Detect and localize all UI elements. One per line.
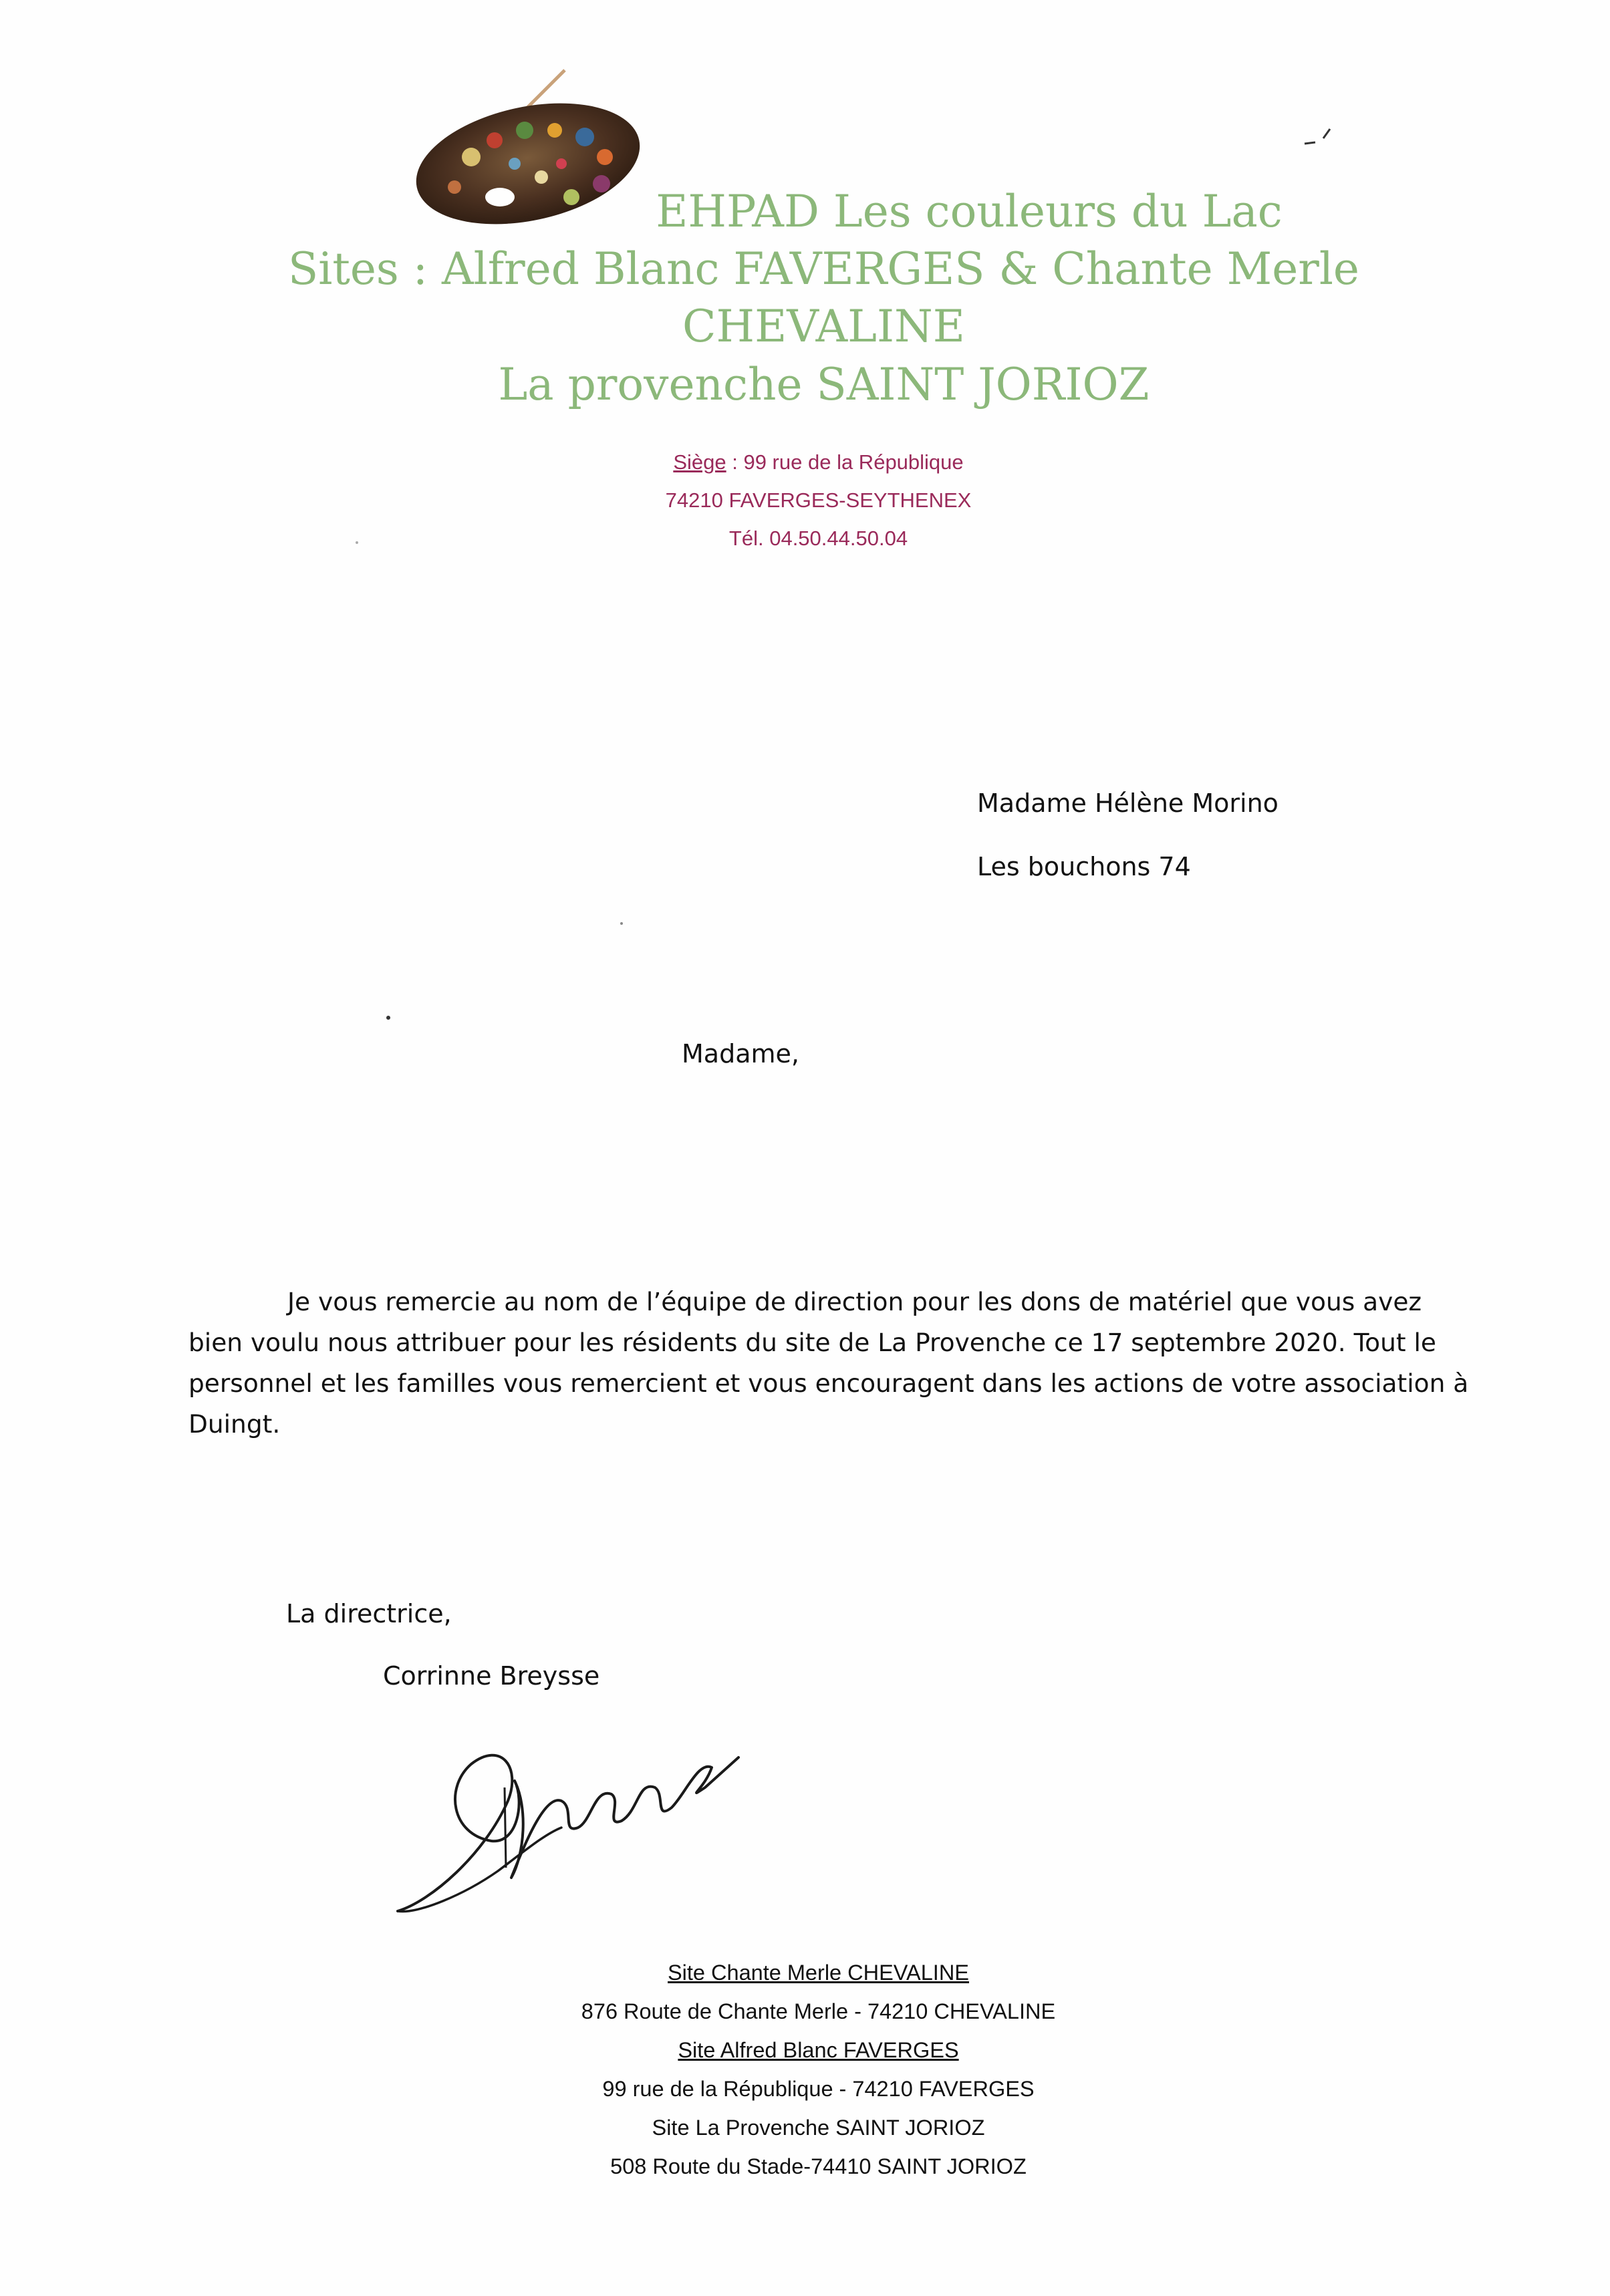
header-saint-jorioz: La provenche SAINT JORIOZ bbox=[498, 359, 1150, 410]
footer-site3-address: 508 Route du Stade-74410 SAINT JORIOZ bbox=[610, 2154, 1027, 2178]
recipient-org: Les bouchons 74 bbox=[977, 852, 1191, 881]
closing-name: Corrinne Breysse bbox=[383, 1661, 600, 1691]
scan-speck bbox=[620, 922, 623, 925]
handwritten-signature-icon bbox=[391, 1701, 752, 1928]
header-sites: Sites : Alfred Blanc FAVERGES & Chante Merle bbox=[288, 243, 1359, 295]
scan-speck bbox=[386, 1016, 390, 1020]
body-line: Je vous remercie au nom de l’équipe de direction pour les dons de matériel que vous avez bbox=[287, 1287, 1422, 1316]
header-chevaline: CHEVALINE bbox=[682, 301, 965, 352]
footer-site2-title: Site Alfred Blanc FAVERGES bbox=[678, 2038, 959, 2062]
body-line: personnel et les familles vous remercient et vous encouragent dans les actions de votre association à bbox=[188, 1369, 1469, 1398]
siege-street: : 99 rue de la République bbox=[726, 450, 964, 474]
siege-label: Siège bbox=[673, 450, 726, 474]
footer-site3-title: Site La Provenche SAINT JORIOZ bbox=[652, 2116, 985, 2140]
scan-mark-icon bbox=[1303, 124, 1337, 150]
salutation: Madame, bbox=[682, 1039, 799, 1068]
footer-site2-address: 99 rue de la République - 74210 FAVERGES bbox=[602, 2077, 1035, 2101]
footer-site1-title: Site Chante Merle CHEVALINE bbox=[668, 1961, 969, 1985]
footer-site1-address: 876 Route de Chante Merle - 74210 CHEVALINE bbox=[581, 1999, 1056, 2023]
recipient-name: Madame Hélène Morino bbox=[977, 788, 1279, 818]
siege-phone: Tél. 04.50.44.50.04 bbox=[728, 527, 908, 550]
letter-body bbox=[188, 1282, 1469, 1445]
body-line: Duingt. bbox=[188, 1409, 281, 1439]
body-line: bien voulu nous attribuer pour les résidents du site de La Provenche ce 17 septembre 2020. Tout le bbox=[188, 1328, 1436, 1357]
siege-address bbox=[0, 450, 1610, 474]
closing-title: La directrice, bbox=[286, 1599, 452, 1628]
header-title: EHPAD Les couleurs du Lac bbox=[656, 186, 1283, 237]
siege-city: 74210 FAVERGES-SEYTHENEX bbox=[665, 488, 972, 512]
